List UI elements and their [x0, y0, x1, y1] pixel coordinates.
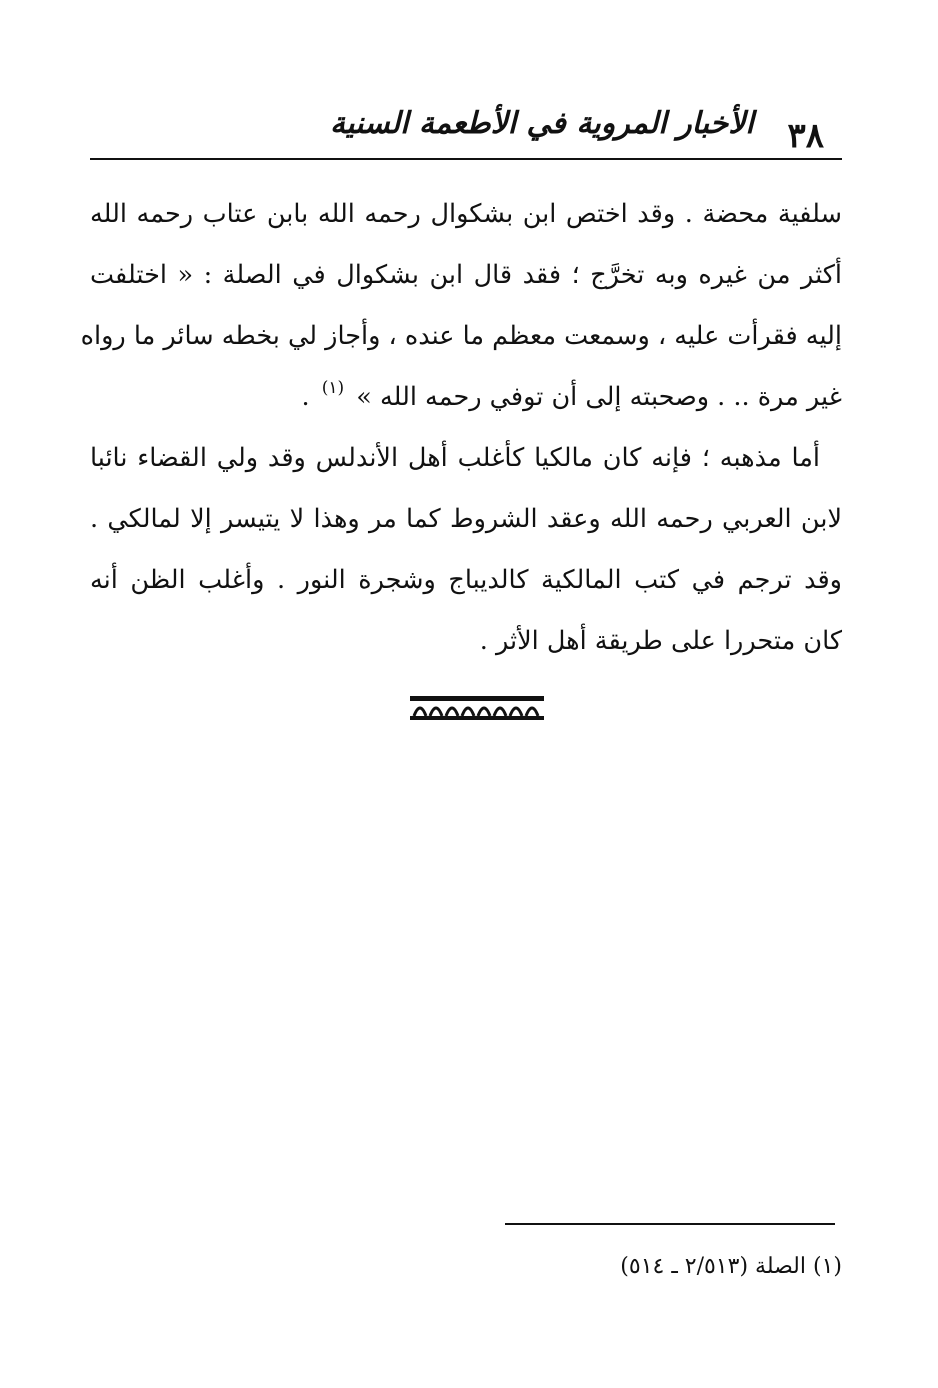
header-rule	[90, 158, 842, 160]
text-line: غير مرة .. . وصحبته إلى أن توفي رحمه الله »	[356, 382, 842, 412]
section-ornament-icon	[410, 694, 544, 722]
text-line: سلفية محضة . وقد اختص ابن بشكوال رحمه الله بابن عتاب رحمه الله	[90, 199, 842, 229]
text-line: وقد ترجم في كتب المالكية كالديباج وشجرة النور . وأغلب الظن أنه	[90, 565, 842, 595]
footnote: (١) الصلة (٢/٥١٣ ـ ٥١٤)	[620, 1254, 842, 1279]
text-line: أكثر من غيره وبه تخرَّج ؛ فقد قال ابن بشكوال في الصلة : « اختلفت	[90, 260, 842, 290]
text-line: أما مذهبه ؛ فإنه كان مالكيا كأغلب أهل الأندلس وقد ولي القضاء نائبا	[90, 443, 820, 473]
footnote-reference: (١)	[321, 378, 345, 398]
text-line-with-footnote	[90, 367, 842, 428]
text-line: لابن العربي رحمه الله وعقد الشروط كما مر وهذا لا يتيسر إلا لمالكي .	[90, 504, 842, 534]
main-text	[80, 184, 842, 672]
book-title: الأخبار المروية في الأطعمة السنية	[330, 106, 754, 141]
sentence-end: .	[301, 382, 310, 412]
page-number: ٣٨	[787, 116, 824, 156]
text-line: إليه فقرأت عليه ، وسمعت معظم ما عنده ، وأجاز لي بخطه سائر ما رواه	[80, 321, 842, 351]
text-line: كان متحررا على طريقة أهل الأثر .	[479, 626, 842, 656]
footnote-rule	[505, 1223, 835, 1225]
page-header	[90, 100, 842, 158]
